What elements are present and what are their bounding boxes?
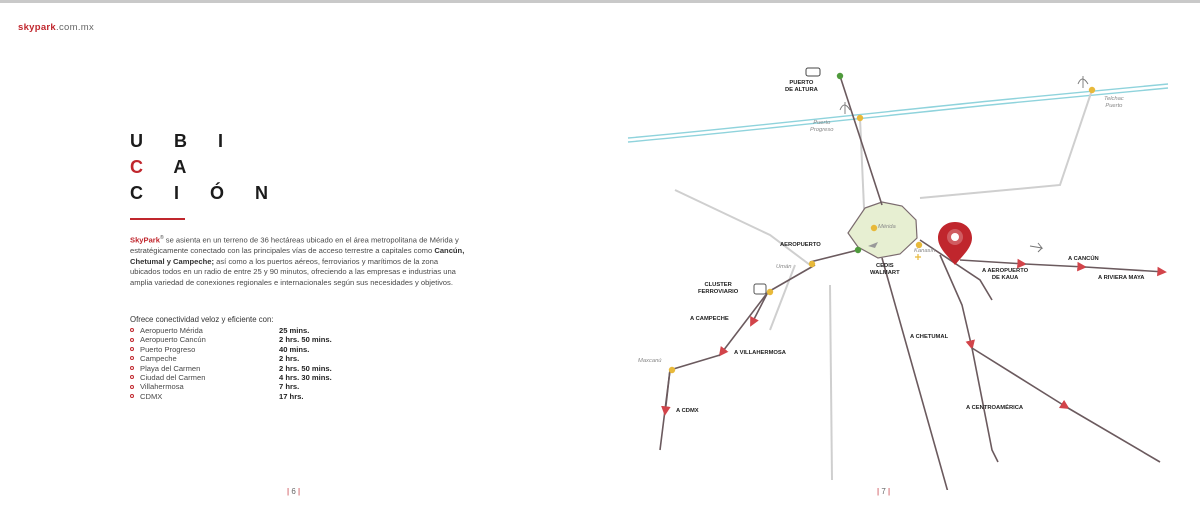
- list-item: [130, 382, 390, 391]
- destination: Ciudad del Carmen: [140, 372, 206, 382]
- list-item: [130, 373, 390, 382]
- travel-time: 2 hrs. 50 mins.: [279, 363, 332, 373]
- bullet-icon: [130, 375, 134, 379]
- travel-time: 40 mins.: [279, 344, 310, 354]
- registered-mark: ®: [159, 235, 164, 241]
- title-red-letter: C: [130, 157, 156, 177]
- label-a-cdmx: A CDMX: [676, 408, 699, 414]
- bullet-icon: [130, 366, 134, 370]
- label-telchac: Telchac Puerto: [1104, 96, 1124, 109]
- label-puerto-altura: PUERTO DE ALTURA: [785, 80, 818, 93]
- destination: Campeche: [140, 354, 177, 364]
- label-a-chetumal: A CHETUMAL: [910, 334, 949, 340]
- title-divider: [130, 218, 185, 220]
- label-a-villahermosa: A VILLAHERMOSA: [734, 350, 786, 356]
- bullet-icon: [130, 394, 134, 398]
- intro-text-2: así como a los puertos aéreos, ferroviarios y marítimos de la zona ubicados todos en un radio de entre 25 y 90 minutos, ofreciendo a las empresas e industrias una amplia variedad de conexiones regionales e internacionales según sus necesidades y objetivos.: [130, 256, 456, 287]
- connectivity-list: [130, 326, 390, 401]
- ship-icon: [806, 68, 820, 76]
- destination: Playa del Carmen: [140, 363, 201, 373]
- location-map: [620, 50, 1200, 490]
- label-puerto-progreso: Puerto Progreso: [810, 120, 834, 133]
- intro-text-1: se asienta en un terreno de 36 hectáreas ubicado en el área metropolitana de Mérida y estratégicamente conectado con las principales vías de acceso terrestre a capitales como: [130, 235, 459, 256]
- page-number-left: | 6 |: [287, 487, 301, 496]
- label-merida: Mérida: [878, 224, 896, 230]
- site-url[interactable]: [18, 22, 94, 33]
- destination: Puerto Progreso: [140, 344, 196, 354]
- label-uman: Umán: [776, 264, 792, 270]
- destination: Villahermosa: [140, 382, 184, 392]
- label-aeropuerto: AEROPUERTO: [780, 242, 821, 248]
- label-a-centroamerica: A CENTROAMÉRICA: [966, 405, 1024, 411]
- intro-paragraph: [130, 233, 470, 288]
- list-item: [130, 345, 390, 354]
- top-border: [0, 0, 1200, 3]
- travel-time: 2 hrs.: [279, 354, 300, 364]
- section-title: [130, 128, 281, 206]
- destination: Aeropuerto Cancún: [140, 335, 206, 345]
- title-line-1: U B I: [130, 131, 237, 151]
- site-url-brand: skypark: [18, 22, 57, 33]
- map-graphic: [620, 50, 1200, 490]
- coastline-inner: [628, 88, 1168, 142]
- intro-brand: SkyPark: [130, 235, 160, 245]
- page-number-left-value: 6: [291, 487, 296, 496]
- travel-time: 17 hrs.: [279, 391, 304, 401]
- bullet-icon: [130, 347, 134, 351]
- palm-icon-2: [1078, 76, 1088, 88]
- destination: Aeropuerto Mérida: [140, 326, 203, 335]
- intro-bold-cities: Cancún, Chetumal y Campeche;: [130, 246, 465, 266]
- list-item: [130, 392, 390, 401]
- label-a-cancun: A CANCÚN: [1068, 256, 1099, 262]
- label-kanasin: Kanasín: [914, 248, 936, 254]
- travel-time: 25 mins.: [279, 326, 310, 335]
- label-a-riviera-maya: A RIVIERA MAYA: [1098, 275, 1145, 281]
- title-line-2-rest: A: [156, 157, 200, 177]
- list-item: [130, 354, 390, 363]
- coastline: [628, 84, 1168, 138]
- bullet-icon: [130, 356, 134, 360]
- title-line-2: [130, 154, 281, 180]
- label-cluster: CLUSTER FERROVIARIO: [698, 282, 739, 295]
- label-a-campeche: A CAMPECHE: [690, 316, 729, 322]
- bullet-icon: [130, 328, 134, 332]
- label-cedis: CEDIS WALMART: [870, 263, 900, 276]
- connectivity-heading: Ofrece conectividad veloz y eficiente con:: [130, 315, 274, 324]
- list-item: [130, 326, 390, 335]
- plane-icon: [1030, 243, 1042, 252]
- list-item: [130, 335, 390, 344]
- page-number-right: | 7 |: [877, 487, 891, 496]
- bullet-icon: [130, 385, 134, 389]
- destination: CDMX: [140, 391, 163, 401]
- travel-time: 2 hrs. 50 mins.: [279, 335, 332, 345]
- page-number-right-value: 7: [881, 487, 886, 496]
- travel-time: 4 hrs. 30 mins.: [279, 372, 332, 382]
- travel-time: 7 hrs.: [279, 382, 300, 392]
- list-item: [130, 364, 390, 373]
- label-a-aeropuerto-kaua: A AEROPUERTO DE KAUA: [982, 268, 1029, 281]
- bullet-icon: [130, 338, 134, 342]
- site-url-domain: .com.mx: [56, 22, 95, 33]
- label-maxcanu: Maxcanú: [638, 358, 662, 364]
- train-icon: [754, 284, 766, 294]
- title-line-3: C I Ó N: [130, 183, 282, 203]
